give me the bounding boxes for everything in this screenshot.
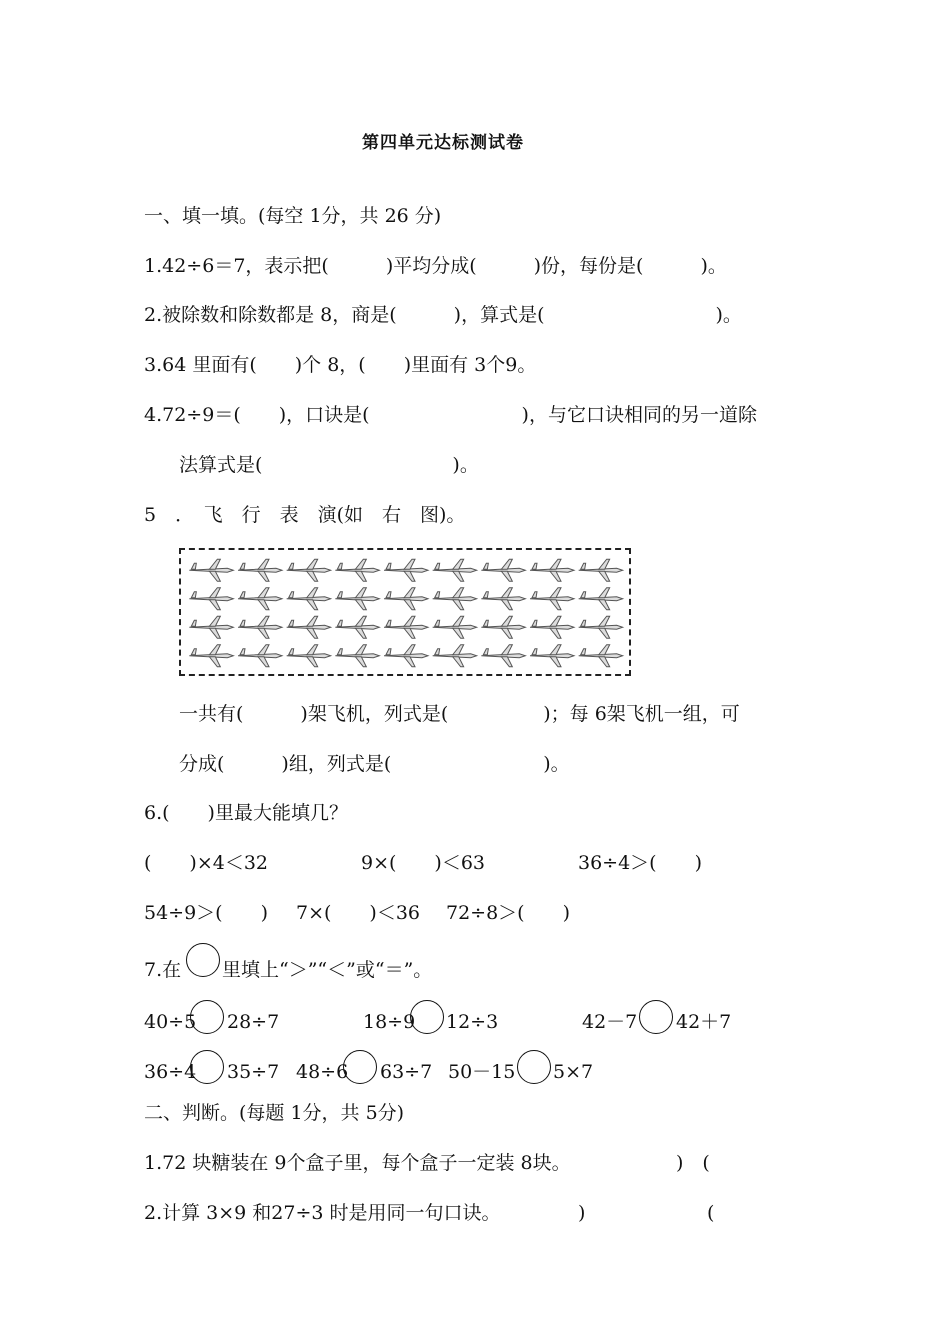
q7-left: 48÷6 [296,1061,349,1083]
q7-right: 28÷7 [227,1011,280,1033]
section2-heading: 二、判断。(每题 1分，共 5分) [144,1102,405,1124]
answer-circle-icon[interactable] [190,1050,224,1084]
judge-question-2: 2.计算 3×9 和27÷3 时是用同一句口诀。 [144,1202,501,1224]
airplane-icon [238,616,282,638]
answer-circle-icon[interactable] [410,1000,444,1034]
question-1-4-line2: 法算式是( )。 [179,454,479,476]
page-title: 第四单元达标测试卷 [362,133,524,153]
judge-question-1: 1.72 块糖装在 9个盒子里，每个盒子一定装 8块。 [144,1152,571,1174]
airplane-icon [433,588,477,610]
q7-right: 12÷3 [446,1011,499,1033]
airplane-icon [189,616,233,638]
q7-left: 42－7 [582,1011,638,1033]
airplane-icon [238,559,282,581]
airplane-icon [189,645,233,667]
airplane-icon [481,616,525,638]
airplane-icon [530,559,574,581]
answer-circle-icon[interactable] [517,1050,551,1084]
q6-item: 7×( )＜36 [296,902,421,924]
answer-circle-icon[interactable] [343,1050,377,1084]
q7-right: 5×7 [553,1061,594,1083]
question-1-6-heading: 6.( )里最大能填几？ [144,802,348,824]
q6-item: 9×( )＜63 [361,852,486,874]
airplane-icon [335,616,379,638]
judge-answer-paren-close[interactable]: ) [578,1202,586,1224]
airplane-icon [481,588,525,610]
q7-left: 36÷4 [144,1061,197,1083]
judge-answer-paren-open[interactable]: ( [707,1202,715,1224]
question-1-5-line1: 一共有( )架飞机，列式是( )；每 6架飞机一组，可 [179,703,740,725]
airplane-icon [287,559,331,581]
airplane-icon [384,616,428,638]
judge-answer-paren[interactable]: ) ( [676,1152,710,1174]
question-1-4-line1: 4.72÷9＝( )，口诀是( )，与它口诀相同的另一道除 [144,404,757,426]
airplane-icon [481,559,525,581]
q7-left: 40÷5 [144,1011,197,1033]
airplane-icon [579,645,623,667]
airplane-grid [187,556,625,670]
airplane-icon [384,559,428,581]
q6-item: 54÷9＞( ) [144,902,269,924]
answer-circle-icon[interactable] [639,1000,673,1034]
question-1-5-label: 5 ． 飞 行 表 演(如 右 图)。 [144,504,466,526]
airplane-icon [287,588,331,610]
q7-right: 35÷7 [227,1061,280,1083]
airplane-icon [481,645,525,667]
airplane-icon [335,645,379,667]
question-1-2: 2.被除数和除数都是 8，商是( )，算式是( )。 [144,304,742,326]
airplane-icon [189,588,233,610]
airplane-icon [579,559,623,581]
airplane-icon [530,616,574,638]
airplane-icon [433,645,477,667]
question-1-7-heading-pre: 7.在 [144,959,182,981]
q7-right: 63÷7 [380,1061,433,1083]
airplane-icon [433,559,477,581]
q7-right: 42＋7 [676,1011,732,1033]
airplane-icon [384,645,428,667]
question-1-1: 1.42÷6＝7，表示把( )平均分成( )份，每份是( )。 [144,255,727,277]
airplane-icon [433,616,477,638]
airplane-icon [335,588,379,610]
question-1-5-line2: 分成( )组，列式是( )。 [179,753,570,775]
q7-left: 50－15 [448,1061,516,1083]
q6-item: 36÷4＞( ) [578,852,703,874]
airplane-icon [579,588,623,610]
airplane-icon [530,645,574,667]
answer-circle-icon[interactable] [186,943,220,977]
q7-left: 18÷9 [363,1011,416,1033]
airplane-icon [238,645,282,667]
airplane-icon [579,616,623,638]
q6-item: 72÷8＞( ) [446,902,571,924]
airplane-icon [287,616,331,638]
airplane-icon [335,559,379,581]
airplane-icon [384,588,428,610]
airplane-icon [530,588,574,610]
airplane-icon [189,559,233,581]
answer-circle-icon[interactable] [190,1000,224,1034]
airplane-icon [238,588,282,610]
q6-item: ( )×4＜32 [144,852,269,874]
airplane-icon [287,645,331,667]
question-1-3: 3.64 里面有( )个 8，( )里面有 3个9。 [144,354,537,376]
section1-heading: 一、填一填。(每空 1分，共 26 分) [144,205,442,227]
airplane-figure [179,548,631,676]
question-1-7-heading-post: 里填上“＞”“＜”或“＝”。 [222,959,433,981]
